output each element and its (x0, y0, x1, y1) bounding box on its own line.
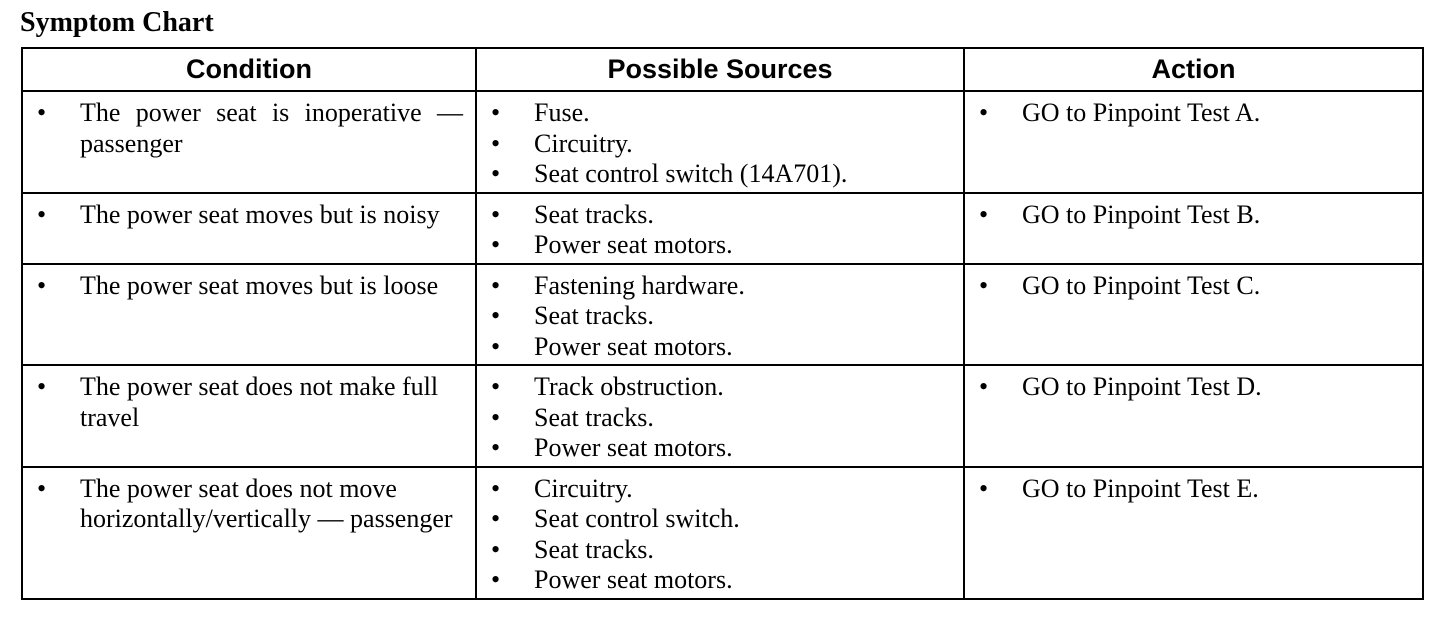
sources-cell (476, 467, 964, 599)
sources-cell (476, 365, 964, 467)
condition-cell (22, 193, 476, 264)
header-possible-sources: Possible Sources (476, 48, 964, 91)
header-condition: Condition (22, 48, 476, 91)
table-row (22, 467, 1423, 599)
action-cell (964, 365, 1423, 467)
sources-cell (476, 193, 964, 264)
source-item: • Power seat motors. (489, 565, 951, 596)
action-cell (964, 91, 1423, 193)
condition-text: • The power seat does not make full travel (35, 372, 463, 433)
header-row (22, 48, 1423, 91)
source-item: • Power seat motors. (489, 230, 951, 261)
table-row (22, 91, 1423, 193)
source-item: • Seat tracks. (489, 200, 951, 231)
source-item: • Circuitry. (489, 474, 951, 505)
source-item: • Circuitry. (489, 129, 951, 160)
condition-text: • The power seat does not move horizontally/vertically — passenger (35, 474, 463, 535)
source-item: • Seat tracks. (489, 403, 951, 434)
action-cell (964, 467, 1423, 599)
condition-text: • The power seat is inoperative — passenger (35, 98, 463, 159)
source-item: • Fastening hardware. (489, 271, 951, 302)
source-item: • Seat control switch (14A701). (489, 159, 951, 190)
condition-cell (22, 467, 476, 599)
source-item: • Seat tracks. (489, 535, 951, 566)
condition-cell (22, 91, 476, 193)
source-item: • Power seat motors. (489, 332, 951, 363)
source-item: • Power seat motors. (489, 433, 951, 464)
action-text: • GO to Pinpoint Test D. (977, 372, 1410, 403)
condition-text: • The power seat moves but is noisy (35, 200, 463, 231)
action-text: • GO to Pinpoint Test C. (977, 271, 1410, 302)
header-action: Action (964, 48, 1423, 91)
action-text: • GO to Pinpoint Test B. (977, 200, 1410, 231)
table-row (22, 193, 1423, 264)
symptom-table (21, 47, 1424, 600)
action-text: • GO to Pinpoint Test E. (977, 474, 1410, 505)
source-item: • Seat control switch. (489, 504, 951, 535)
condition-cell (22, 365, 476, 467)
condition-text: • The power seat moves but is loose (35, 271, 463, 302)
source-item: • Track obstruction. (489, 372, 951, 403)
sources-cell (476, 264, 964, 366)
sources-cell (476, 91, 964, 193)
table-row (22, 365, 1423, 467)
page-title: Symptom Chart (20, 7, 214, 38)
action-cell (964, 264, 1423, 366)
condition-cell (22, 264, 476, 366)
action-text: • GO to Pinpoint Test A. (977, 98, 1410, 129)
action-cell (964, 193, 1423, 264)
source-item: • Seat tracks. (489, 301, 951, 332)
table-row (22, 264, 1423, 366)
source-item: • Fuse. (489, 98, 951, 129)
